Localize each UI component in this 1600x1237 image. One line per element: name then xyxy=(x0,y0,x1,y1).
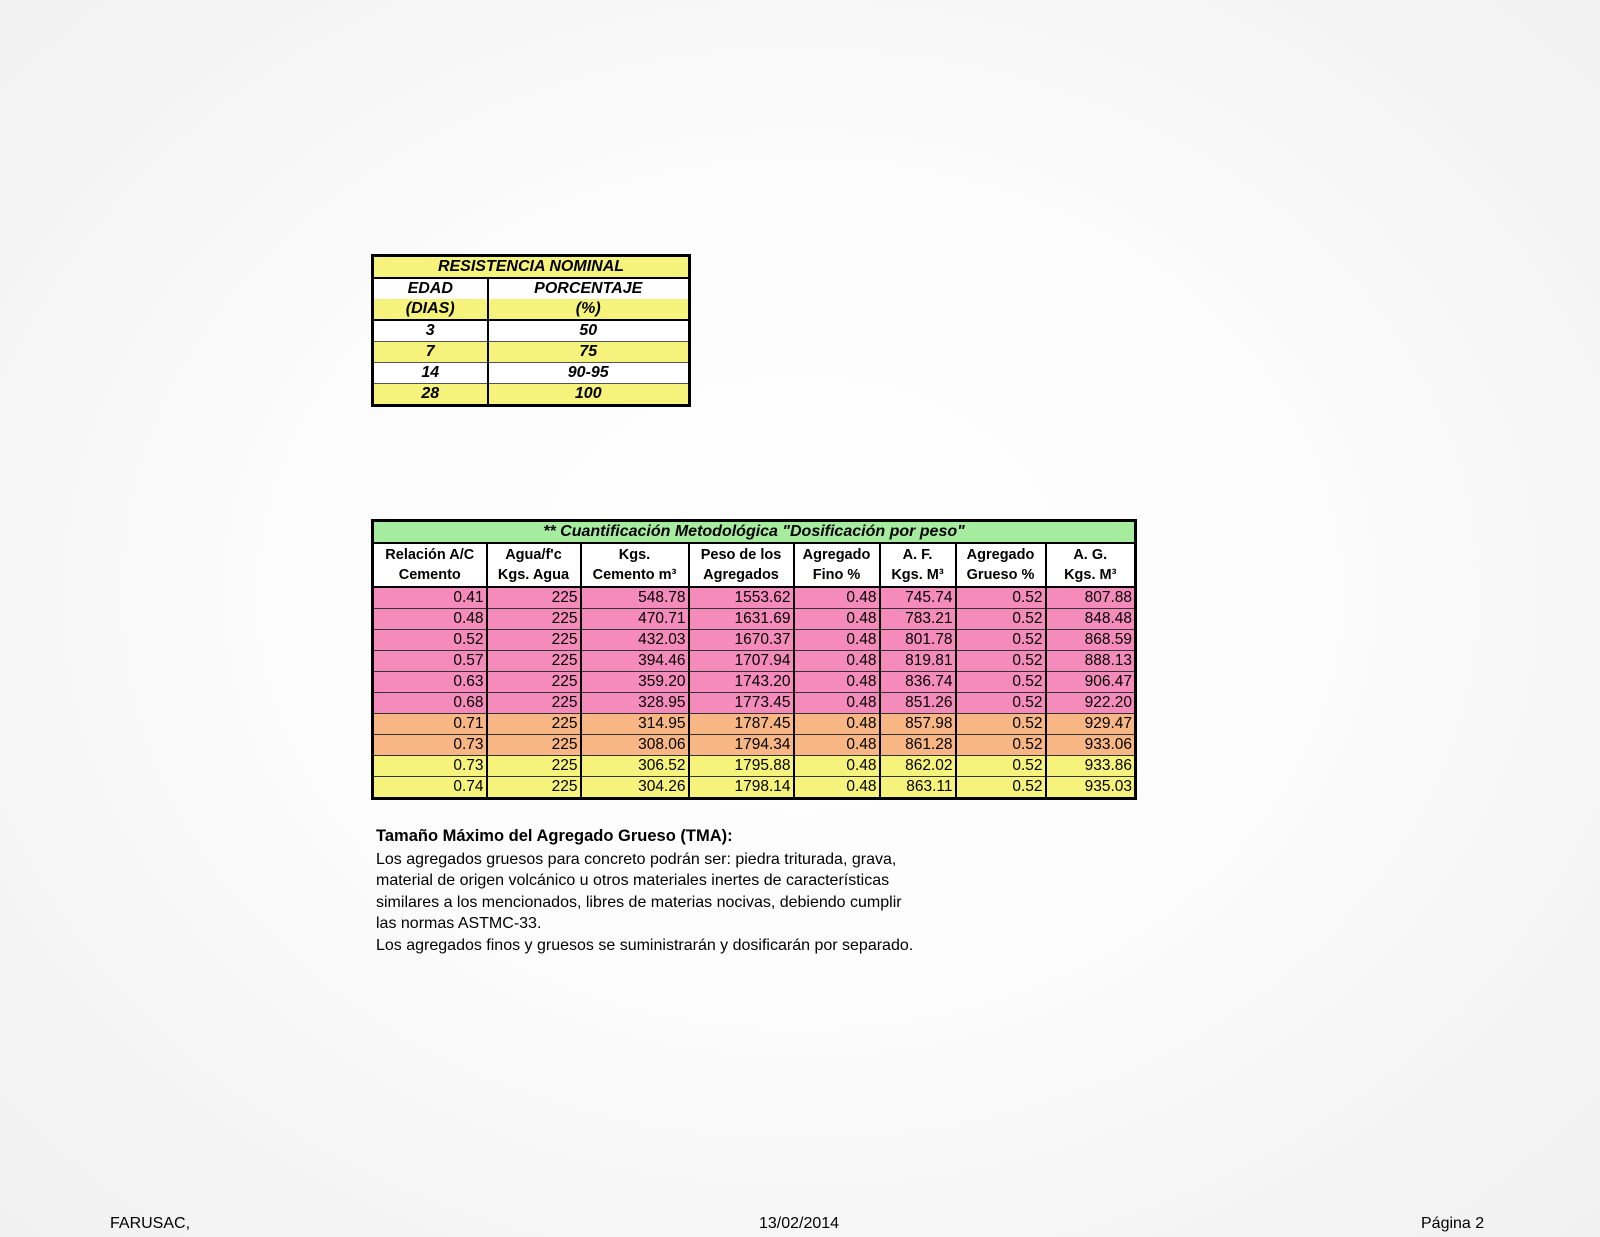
table-cell: 0.52 xyxy=(956,777,1046,799)
table-cell: 783.21 xyxy=(880,609,956,630)
table-cell: 0.48 xyxy=(794,735,880,756)
tma-line: Los agregados finos y gruesos se suministrarán y dosificarán por separado. xyxy=(376,936,914,954)
table-cell: 314.95 xyxy=(581,714,689,735)
table-cell: 1631.69 xyxy=(689,609,794,630)
table-cell: 888.13 xyxy=(1046,651,1136,672)
table-cell: 0.48 xyxy=(373,609,487,630)
table-cell: 862.02 xyxy=(880,756,956,777)
table-cell: 0.48 xyxy=(794,672,880,693)
table-cell: 745.74 xyxy=(880,587,956,609)
table-cell: 0.52 xyxy=(373,630,487,651)
table-cell: 304.26 xyxy=(581,777,689,799)
header-edad-unit: (DIAS) xyxy=(373,299,488,320)
table-row xyxy=(373,342,690,363)
table-cell: 922.20 xyxy=(1046,693,1136,714)
header-edad: EDAD xyxy=(373,278,488,299)
table-cell: 225 xyxy=(487,714,581,735)
porcentaje-cell: 75 xyxy=(488,342,690,363)
table-cell: 0.63 xyxy=(373,672,487,693)
column-header xyxy=(880,543,956,587)
table-cell: 1798.14 xyxy=(689,777,794,799)
table-cell: 807.88 xyxy=(1046,587,1136,609)
table-row xyxy=(373,363,690,384)
column-header xyxy=(487,543,581,587)
table-cell: 857.98 xyxy=(880,714,956,735)
table-cell: 1794.34 xyxy=(689,735,794,756)
table-cell: 935.03 xyxy=(1084,778,1132,795)
table-cell: 0.52 xyxy=(956,630,1046,651)
dosificacion-title: ** Cuantificación Metodológica "Dosificación por peso" xyxy=(373,521,1136,544)
table-row xyxy=(373,609,1136,630)
table-row xyxy=(373,756,1136,777)
table-cell: 929.47 xyxy=(1046,714,1136,735)
table-cell: 801.78 xyxy=(880,630,956,651)
table-cell: 0.48 xyxy=(794,630,880,651)
column-header-line2: Cemento xyxy=(398,567,461,583)
table-cell: 0.74 xyxy=(373,777,487,799)
table-cell: 306.52 xyxy=(581,756,689,777)
table-cell: 225 xyxy=(487,651,581,672)
table-cell: 0.73 xyxy=(373,735,487,756)
table-header-row xyxy=(373,543,1136,587)
table-cell: 933.06 xyxy=(1046,735,1136,756)
column-header-line2: Kgs. M³ xyxy=(891,567,944,583)
resistencia-title: RESISTENCIA NOMINAL xyxy=(373,256,690,279)
column-header-line2: Kgs. Agua xyxy=(497,567,570,583)
table-cell: 0.52 xyxy=(956,651,1046,672)
column-header-line1: A. F. xyxy=(902,547,933,563)
table-cell: 432.03 xyxy=(581,630,689,651)
column-header xyxy=(581,543,689,587)
column-header-line2: Fino % xyxy=(812,567,861,583)
table-cell: 225 xyxy=(487,630,581,651)
table-cell: 0.48 xyxy=(794,609,880,630)
tma-section xyxy=(376,826,996,956)
table-cell: 868.59 xyxy=(1046,630,1136,651)
table-cell: 225 xyxy=(487,756,581,777)
table-row xyxy=(373,672,1136,693)
table-cell: 225 xyxy=(487,777,581,799)
table-cell: 0.52 xyxy=(956,609,1046,630)
column-header-line2: Kgs. M³ xyxy=(1064,567,1117,583)
table-cell: 1773.45 xyxy=(689,693,794,714)
column-header xyxy=(373,543,487,587)
column-header-line1: Agregado xyxy=(802,547,871,563)
column-header xyxy=(1046,543,1136,587)
table-cell: 1795.88 xyxy=(689,756,794,777)
header-porcentaje: PORCENTAJE xyxy=(534,280,643,297)
tma-line: Los agregados gruesos para concreto podrán ser: piedra triturada, grava, xyxy=(376,850,897,868)
table-cell: 359.20 xyxy=(581,672,689,693)
footer-left: FARUSAC, xyxy=(110,1215,191,1232)
table-cell: 0.52 xyxy=(956,587,1046,609)
table-cell: 470.71 xyxy=(581,609,689,630)
table-cell: 225 xyxy=(487,609,581,630)
table-cell: 906.47 xyxy=(1046,672,1136,693)
table-row xyxy=(373,693,1136,714)
table-cell: 863.11 xyxy=(880,777,956,799)
porcentaje-cell: 50 xyxy=(488,320,690,342)
table-cell: 0.71 xyxy=(373,714,487,735)
column-header xyxy=(689,543,794,587)
table-cell: 0.52 xyxy=(956,672,1046,693)
table-row xyxy=(373,651,1136,672)
column-header-line1: Agua/f'c xyxy=(505,547,562,563)
column-header-line2: Agregados xyxy=(703,567,779,583)
column-header-line1: Kgs. xyxy=(618,547,651,563)
table-cell: 861.28 xyxy=(880,735,956,756)
footer-date: 13/02/2014 xyxy=(759,1215,840,1232)
table-cell: 0.48 xyxy=(794,587,880,609)
tma-line: material de origen volcánico u otros materiales inertes de características xyxy=(376,872,890,889)
column-header-line1: Agregado xyxy=(966,547,1035,563)
table-row xyxy=(373,777,1136,799)
column-header xyxy=(956,543,1046,587)
column-header-line2: Grueso % xyxy=(966,567,1035,583)
column-header-line1: A. G. xyxy=(1073,547,1108,563)
table-cell: 0.57 xyxy=(373,651,487,672)
table-row xyxy=(373,735,1136,756)
table-cell: 0.68 xyxy=(373,693,487,714)
table-cell: 836.74 xyxy=(880,672,956,693)
table-cell: 1743.20 xyxy=(689,672,794,693)
table-cell: 548.78 xyxy=(581,587,689,609)
edad-cell: 7 xyxy=(373,342,488,363)
table-cell: 0.52 xyxy=(956,735,1046,756)
table-cell: 225 xyxy=(487,672,581,693)
table-cell: 308.06 xyxy=(581,735,689,756)
column-header-line1: Peso de los xyxy=(700,547,782,563)
table-cell: 848.48 xyxy=(1046,609,1136,630)
table-row xyxy=(373,320,690,342)
table-cell: 819.81 xyxy=(880,651,956,672)
edad-cell: 14 xyxy=(373,363,488,384)
table-cell: 0.41 xyxy=(373,587,487,609)
table-cell: 0.48 xyxy=(794,714,880,735)
porcentaje-cell: 90-95 xyxy=(488,363,690,384)
table-cell: 328.95 xyxy=(581,693,689,714)
footer-page: Página 2 xyxy=(1421,1215,1485,1232)
column-header-line1: Relación A/C xyxy=(385,547,475,563)
table-cell: 933.86 xyxy=(1046,756,1136,777)
table-cell: 0.73 xyxy=(373,756,487,777)
table-cell: 1787.45 xyxy=(689,714,794,735)
edad-cell: 3 xyxy=(373,320,488,342)
table-row xyxy=(373,587,1136,609)
table-cell: 1707.94 xyxy=(689,651,794,672)
table-cell: 1553.62 xyxy=(689,587,794,609)
tma-line: similares a los mencionados, libres de materias nocivas, debiendo cumplir xyxy=(376,893,902,911)
table-row xyxy=(373,384,690,406)
tma-line: las normas ASTMC-33. xyxy=(376,915,542,932)
table-cell: 225 xyxy=(487,735,581,756)
resistencia-nominal-table xyxy=(371,254,691,407)
table-cell: 1670.37 xyxy=(689,630,794,651)
table-cell: 0.48 xyxy=(794,777,880,799)
table-row xyxy=(373,630,1136,651)
edad-cell: 28 xyxy=(373,384,488,406)
table-cell: 0.52 xyxy=(956,693,1046,714)
header-porcentaje-unit: (%) xyxy=(488,299,690,320)
column-header-line2: Cemento m³ xyxy=(592,567,677,583)
column-header xyxy=(794,543,880,587)
dosificacion-table xyxy=(371,519,1137,800)
table-cell: 0.48 xyxy=(794,651,880,672)
table-cell: 0.48 xyxy=(794,693,880,714)
table-cell: 0.52 xyxy=(956,714,1046,735)
table-cell: 0.48 xyxy=(794,756,880,777)
table-cell: 0.52 xyxy=(956,756,1046,777)
table-row xyxy=(373,714,1136,735)
table-cell: 225 xyxy=(487,587,581,609)
table-cell: 851.26 xyxy=(880,693,956,714)
table-cell: 225 xyxy=(487,693,581,714)
porcentaje-cell: 100 xyxy=(574,385,602,402)
table-cell: 394.46 xyxy=(581,651,689,672)
tma-title: Tamaño Máximo del Agregado Grueso (TMA): xyxy=(376,827,733,845)
